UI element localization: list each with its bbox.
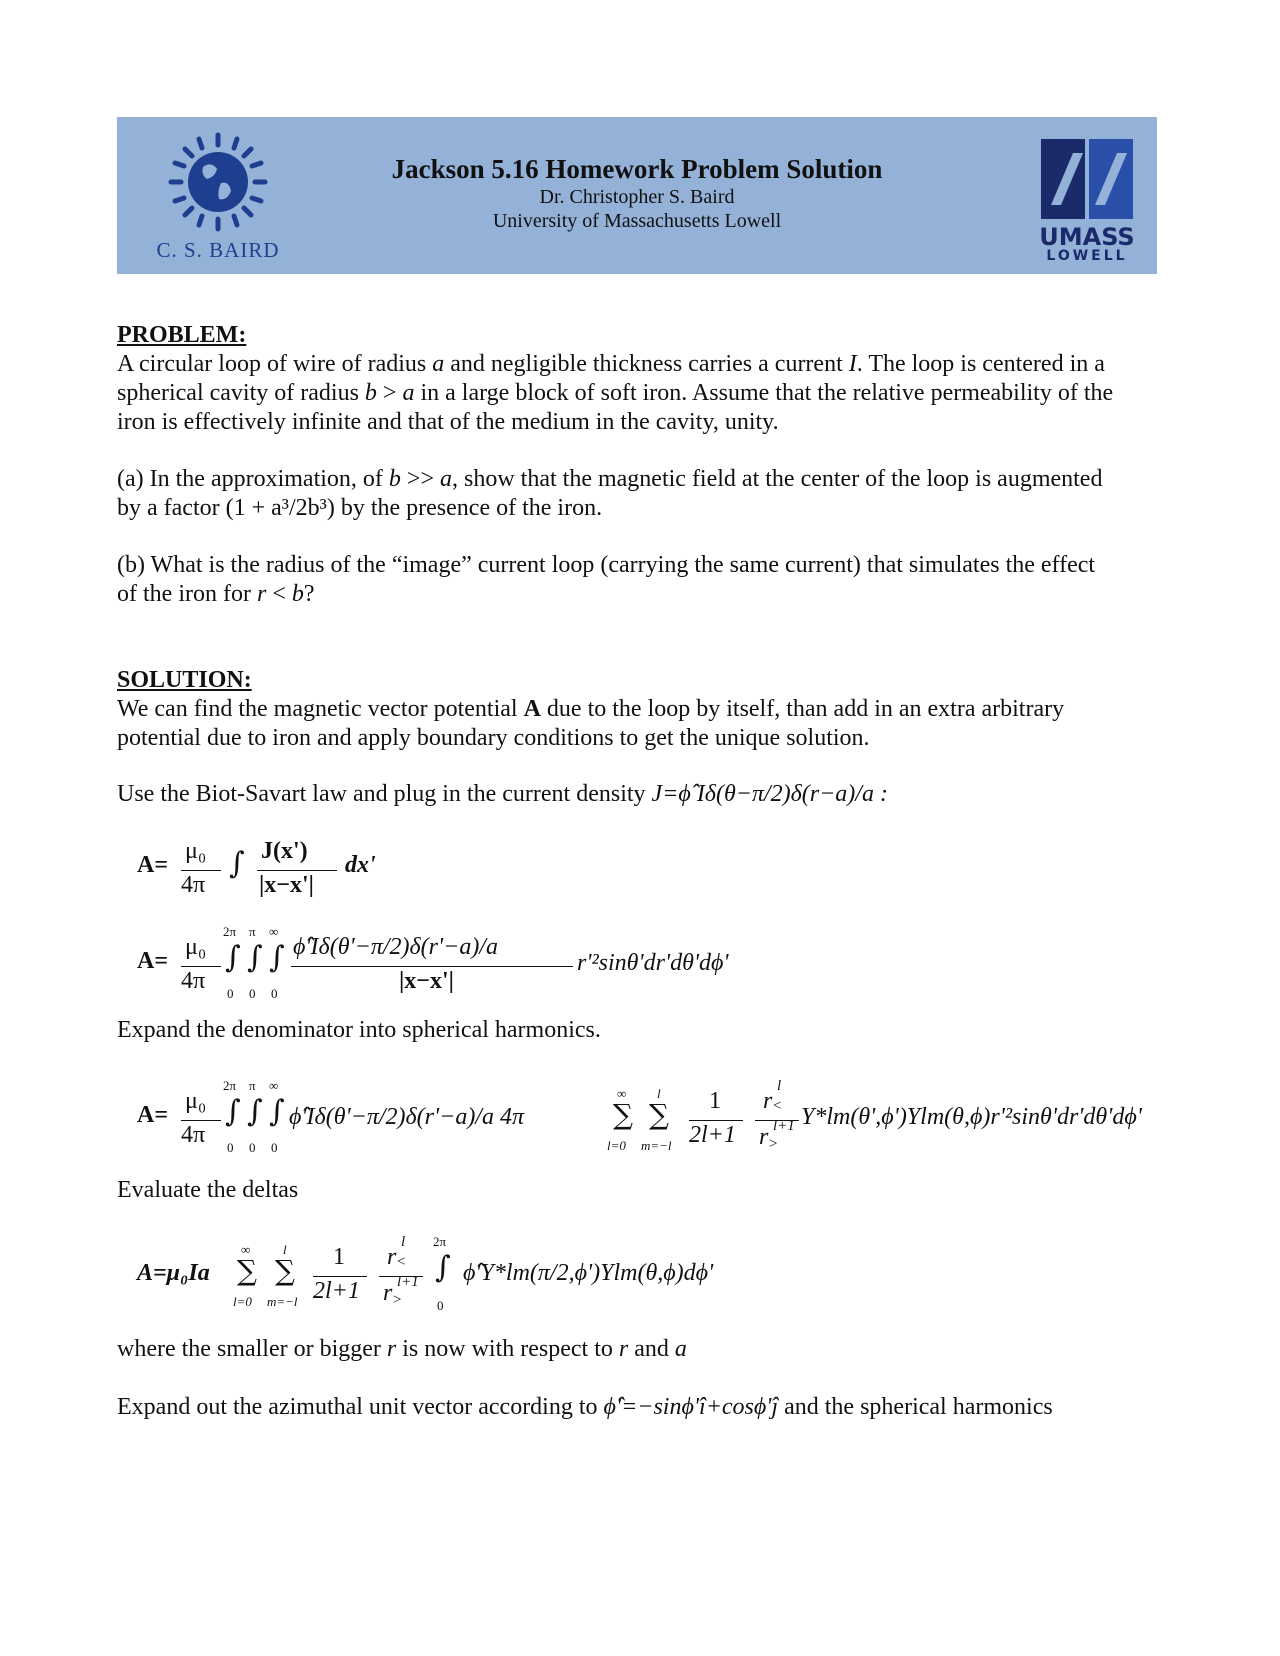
author-name: Dr. Christopher S. Baird (539, 186, 735, 208)
fraction-bar (291, 966, 573, 967)
r-greater-sup: l+1 (773, 1118, 795, 1134)
integral-sign: ∫ (225, 940, 241, 975)
integral-sign: ∫ (225, 1094, 241, 1129)
integral-sign: ∫ (435, 1250, 451, 1285)
problem-paragraph (117, 350, 1167, 437)
frac-one: 1 (709, 1088, 721, 1114)
eq-lhs: A= (137, 852, 169, 878)
upper-limit: π (249, 1078, 256, 1093)
text-run: We can find the magnetic vector potential (117, 696, 524, 722)
sum-sign: ∑ (275, 1254, 295, 1287)
fraction-bar (689, 1120, 743, 1121)
r-less-sub: < (773, 1098, 782, 1114)
text-run: spherical cavity of radius (117, 380, 365, 406)
r-less-sub: < (397, 1254, 406, 1270)
text-run: ? (303, 581, 315, 607)
text-run: in a large block of soft iron. Assume that the relative permeability of the (414, 380, 1114, 406)
integral-sign: ∫ (269, 940, 285, 975)
text-run: A circular loop of wire of radius (117, 351, 433, 377)
text-run: Expand out the azimuthal unit vector according to (117, 1394, 598, 1420)
text-run: , show that the magnetic field at the center of the loop is augmented (452, 466, 1103, 492)
eq-4pi: 4π (181, 872, 206, 898)
expand-azimuthal-sentence (117, 1393, 1167, 1422)
r-greater-sub: > (769, 1136, 778, 1152)
r-greater-sub: > (393, 1292, 402, 1308)
eq-tail: r'²sinθ'dr'dθ'dϕ' (577, 950, 729, 976)
eq-denominator: |x−x'| (259, 872, 314, 898)
integral-sign: ∫ (269, 1094, 285, 1129)
lower-limit: 0 (227, 986, 234, 1001)
problem-line-3: iron is effectively infinite and that of the medium in the cavity, unity. (117, 409, 779, 435)
text-run: of the iron for (117, 581, 257, 607)
sum-lower: m=−l (267, 1294, 298, 1309)
frac-2l1: 2l+1 (689, 1122, 736, 1148)
fraction-bar (181, 966, 221, 967)
var: a (674, 1336, 687, 1362)
upper-limit: 2π (223, 924, 237, 939)
lowell-logo-text: LOWELL (1046, 248, 1128, 264)
text-run: (a) In the approximation, of (117, 466, 389, 492)
text-run: > (376, 380, 403, 406)
solution-line-1 (117, 695, 1167, 724)
sum-lower: l=0 (607, 1138, 626, 1153)
r-less: r (763, 1088, 773, 1114)
eq-dx: dx' (345, 852, 376, 878)
lower-limit: 0 (437, 1298, 444, 1313)
eq-tail: Y*lm(θ',ϕ')Ylm(θ,ϕ)r'²sinθ'dr'dθ'dϕ' (801, 1104, 1142, 1130)
part-b-line-2 (117, 580, 1167, 609)
eq-lhs: A=μ₀Ia (137, 1260, 210, 1286)
fraction-bar (181, 870, 221, 871)
where-sentence (117, 1335, 1167, 1364)
upper-limit: 2π (433, 1234, 447, 1249)
equation-1 (137, 838, 537, 908)
var: a (402, 380, 415, 406)
var: r (618, 1336, 629, 1362)
sum-sign: ∑ (649, 1098, 669, 1131)
fraction-bar (257, 870, 337, 871)
eq-numerator: J(x') (261, 838, 308, 864)
part-b-line-1: (b) What is the radius of the “image” current loop (carrying the same current) that simulates the effect (117, 552, 1096, 578)
text-run: and negligible thickness carries a current (444, 351, 849, 377)
umass-lowell-logo (1037, 135, 1137, 263)
part-a-paragraph (117, 465, 1167, 523)
var: b (364, 380, 377, 406)
fraction-bar (181, 1120, 221, 1121)
equation-4 (137, 1232, 837, 1322)
eq-mu0: μ₀ (185, 934, 207, 960)
sum-upper: l (657, 1086, 661, 1101)
solution-intro (117, 695, 1167, 753)
eq-body: ϕ̂'Iδ(θ'−π/2)δ(r'−a)/a 4π (289, 1104, 524, 1130)
current-density-equation: J=ϕ̂ Iδ(θ−π/2)δ(r−a)/a : (651, 781, 888, 807)
text-run: . The loop is centered in a (856, 351, 1105, 377)
bold-var: A (523, 696, 541, 722)
part-b-paragraph (117, 551, 1167, 609)
text-run: due to the loop by itself, than add in an extra arbitrary (540, 696, 1065, 722)
frac-one: 1 (333, 1244, 345, 1270)
equation-3 (137, 1074, 1237, 1164)
sum-upper: l (283, 1242, 287, 1257)
integral-sign: ∫ (229, 846, 245, 881)
eq-tail: ϕ̂'Y*lm(π/2,ϕ')Ylm(θ,ϕ)dϕ' (463, 1260, 714, 1286)
lower-limit: 0 (271, 1140, 278, 1155)
r-greater: r (383, 1280, 393, 1306)
r-less-sup: l (401, 1234, 406, 1250)
text-run: >> (400, 466, 440, 492)
cs-baird-logo-text: C. S. BAIRD (156, 238, 280, 262)
part-a-line-1 (117, 465, 1167, 494)
part-a-line-2: by a factor (1 + a³/2b³) by the presence of the iron. (117, 495, 603, 521)
eq-denominator: |x−x'| (399, 968, 454, 994)
var: a (432, 351, 445, 377)
text-run: where the smaller or bigger (117, 1336, 387, 1362)
text-run: and the spherical harmonics (784, 1394, 1053, 1420)
lower-limit: 0 (271, 986, 278, 1001)
solution-line-2: potential due to iron and apply boundary conditions to get the unique solution. (117, 725, 870, 751)
integral-sign: ∫ (247, 1094, 263, 1129)
sum-lower: l=0 (233, 1294, 252, 1309)
sum-sign: ∑ (613, 1098, 633, 1131)
fraction-bar (313, 1276, 367, 1277)
cs-baird-logo (133, 127, 303, 267)
globe-sun-icon (163, 127, 273, 237)
sum-lower: m=−l (641, 1138, 672, 1153)
lower-limit: 0 (249, 1140, 256, 1155)
eq-lhs: A= (137, 1102, 169, 1128)
expand-sentence: Expand the denominator into spherical harmonics. (117, 1017, 601, 1043)
sum-upper: ∞ (241, 1242, 251, 1257)
r-less-sup: l (777, 1078, 782, 1094)
eq-mu0: μ₀ (185, 838, 207, 864)
var: b (388, 466, 401, 492)
var: b (291, 581, 304, 607)
upper-limit: 2π (223, 1078, 237, 1093)
problem-heading: PROBLEM: (117, 322, 247, 348)
unit-vector-equation: ϕ̂'=−sinϕ'î+cosϕ'ĵ (603, 1394, 779, 1420)
var: I (848, 351, 857, 377)
upper-limit: ∞ (269, 1078, 279, 1093)
biot-savart-sentence (117, 780, 1167, 809)
umass-logo-text: UMASS (1039, 223, 1135, 251)
upper-limit: ∞ (269, 924, 279, 939)
eq-4pi: 4π (181, 968, 206, 994)
sum-sign: ∑ (237, 1254, 257, 1287)
eq-lhs: A= (137, 948, 169, 974)
var: r (256, 581, 267, 607)
problem-line-1 (117, 350, 1167, 379)
r-less: r (387, 1244, 397, 1270)
umass-emblem-icon (1037, 135, 1137, 223)
author-affiliation: University of Massachusetts Lowell (492, 210, 782, 232)
header-banner (117, 117, 1157, 274)
r-greater-sup: l+1 (397, 1274, 419, 1290)
lower-limit: 0 (227, 1140, 234, 1155)
document-title: Jackson 5.16 Homework Problem Solution (391, 154, 883, 184)
var: a (440, 466, 452, 492)
upper-limit: π (249, 924, 256, 939)
header-text (367, 153, 907, 233)
frac-2l1: 2l+1 (313, 1278, 360, 1304)
evaluate-sentence: Evaluate the deltas (117, 1177, 299, 1203)
eq-mu0: μ₀ (185, 1088, 207, 1114)
text-run: is now with respect to (396, 1336, 619, 1362)
r-greater: r (759, 1124, 769, 1150)
eq-numerator: ϕ̂'Iδ(θ'−π/2)δ(r'−a)/a (293, 934, 498, 960)
text-run: Use the Biot-Savart law and plug in the current density (117, 781, 646, 807)
eq-4pi: 4π (181, 1122, 206, 1148)
integral-sign: ∫ (247, 940, 263, 975)
text-run: < (266, 581, 292, 607)
text-run: and (628, 1336, 675, 1362)
lower-limit: 0 (249, 986, 256, 1001)
var: r (386, 1336, 397, 1362)
sum-upper: ∞ (617, 1086, 627, 1101)
problem-line-2 (117, 379, 1167, 408)
solution-heading: SOLUTION: (117, 667, 252, 693)
equation-2 (137, 920, 837, 1010)
